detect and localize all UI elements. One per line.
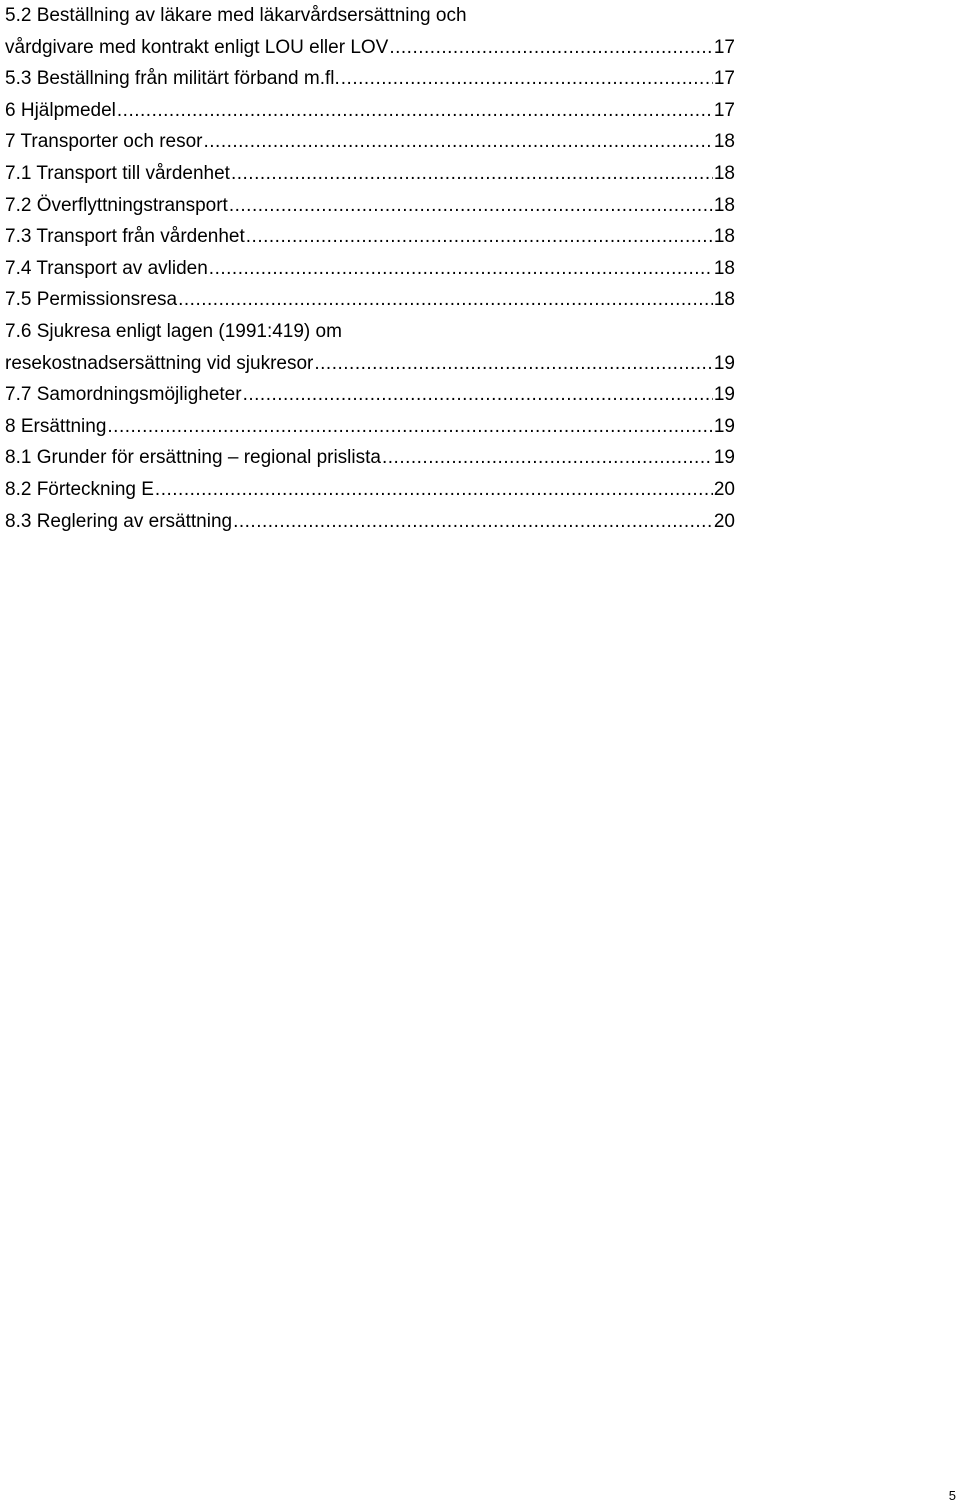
toc-entry[interactable] [5, 348, 735, 380]
toc-entry-text: resekostnadsersättning vid sjukresor [5, 352, 314, 374]
toc-entry-text: 7.5 Permissionsresa [5, 289, 178, 311]
toc-entry-heading-line [5, 316, 735, 348]
toc-page-number: 17 [713, 99, 735, 121]
toc-entry-text: 8 Ersättning [5, 415, 107, 437]
toc-page-number: 18 [713, 257, 735, 279]
dot-leader [246, 221, 713, 253]
dot-leader [341, 63, 713, 95]
toc-page-number: 19 [713, 415, 735, 437]
toc-page-number: 19 [713, 447, 735, 469]
toc-entry-text: 7.3 Transport från vårdenhet [5, 226, 245, 248]
toc-entry[interactable] [5, 158, 735, 190]
toc-page-number: 18 [713, 226, 735, 248]
toc-entry-text: 5.3 Beställning från militärt förband m.fl. [5, 68, 340, 90]
toc-entry-heading-line [5, 0, 735, 32]
toc-entry-text: 6 Hjälpmedel [5, 99, 116, 121]
dot-leader [314, 348, 712, 380]
toc-entry[interactable] [5, 506, 735, 538]
table-of-contents [5, 0, 735, 537]
toc-page-number: 17 [713, 68, 735, 90]
dot-leader [243, 379, 713, 411]
page-number: 5 [948, 1488, 956, 1503]
toc-page-number: 19 [713, 384, 735, 406]
toc-page-number: 17 [713, 36, 735, 58]
dot-leader [389, 32, 713, 64]
toc-entry-text: 7 Transporter och resor [5, 131, 203, 153]
toc-entry-text: 8.1 Grunder för ersättning – regional prislista [5, 447, 381, 469]
toc-entry-text: vårdgivare med kontrakt enligt LOU eller LOV [5, 36, 389, 58]
toc-page-number: 18 [713, 131, 735, 153]
toc-page-number: 19 [713, 352, 735, 374]
toc-entry[interactable] [5, 379, 735, 411]
toc-entry-text: 8.2 Förteckning E [5, 478, 154, 500]
toc-entry-text: 7.2 Överflyttningstransport [5, 194, 228, 216]
dot-leader [107, 411, 712, 443]
toc-entry-text: 7.1 Transport till vårdenhet [5, 162, 230, 184]
dot-leader [382, 442, 713, 474]
toc-entry-text: 5.2 Beställning av läkare med läkarvårdsersättning och [5, 5, 467, 26]
toc-page-number: 18 [713, 162, 735, 184]
toc-page-number: 20 [713, 510, 735, 532]
toc-entry[interactable] [5, 190, 735, 222]
dot-leader [155, 474, 713, 506]
toc-entry[interactable] [5, 221, 735, 253]
dot-leader [231, 158, 713, 190]
toc-entry[interactable] [5, 32, 735, 64]
dot-leader [209, 253, 713, 285]
dot-leader [233, 506, 713, 538]
toc-page-number: 18 [713, 194, 735, 216]
toc-entry[interactable] [5, 442, 735, 474]
toc-entry-text: 8.3 Reglering av ersättning [5, 510, 233, 532]
toc-entry[interactable] [5, 284, 735, 316]
toc-entry-text: 7.6 Sjukresa enligt lagen (1991:419) om [5, 320, 342, 342]
toc-page-number: 20 [713, 478, 735, 500]
toc-entry[interactable] [5, 253, 735, 285]
dot-leader [117, 95, 713, 127]
toc-entry-text: 7.7 Samordningsmöjligheter [5, 384, 242, 406]
toc-entry[interactable] [5, 95, 735, 127]
dot-leader [229, 190, 713, 222]
dot-leader [178, 284, 713, 316]
toc-entry[interactable] [5, 411, 735, 443]
toc-page-number: 18 [713, 289, 735, 311]
dot-leader [203, 126, 712, 158]
toc-entry[interactable] [5, 474, 735, 506]
toc-entry[interactable] [5, 126, 735, 158]
toc-entry[interactable] [5, 63, 735, 95]
toc-entry-text: 7.4 Transport av avliden [5, 257, 208, 279]
